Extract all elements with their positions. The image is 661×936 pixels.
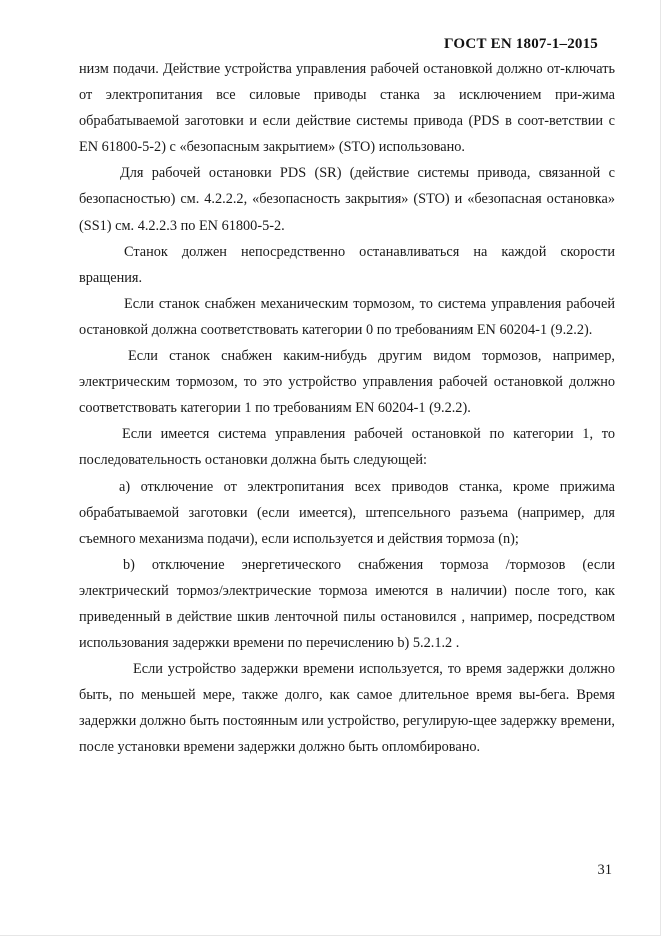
- paragraph-pds-stop: Для рабочей остановки PDS (SR) (действие системы привода, связанной с безопасностью) см. 4.2.2.2, «безопасность закрытия» (STO) и «безопасная остановка» (SS1) см. 4.2.2.3 по EN 61800-5-2.: [79, 165, 615, 234]
- document-body: [79, 56, 615, 761]
- list-item-a: а) отключение от электропитания всех приводов станка, кроме прижима обрабатываемой заготовки (если имеется), штепсельного разъема (например, для съемного механизма подачи), если используется и действия тормоза (n);: [79, 478, 615, 547]
- page-number: 31: [597, 862, 612, 878]
- list-item-b: b) отключение энергетического снабжения тормоза /тормозов (если электрический тормоз/электрические тормоза имеются в наличии) после того, как приведенный в действие шкив ленточной пилы остановился , например, посредством использования задержки времени по перечислению b) 5.2.1.2 .: [79, 556, 615, 652]
- paragraph-stop-sequence: Если имеется система управления рабочей остановкой по категории 1, то последовательность остановки должна быть следующей:: [79, 426, 615, 469]
- paragraph-other-brake: Если станок снабжен каким-нибудь другим видом тормозов, например, электрическим тормозом, то это устройство управления рабочей остановкой должно соответствовать категории 1 по требованиям EN 60204-1 (9.2.2).: [79, 348, 615, 417]
- paragraph-mechanical-brake: Если станок снабжен механическим тормозом, то система управления рабочей остановкой должна соответствовать категории 0 по требованиям EN 60204-1 (9.2.2).: [79, 295, 615, 338]
- paragraph-time-delay: Если устройство задержки времени используется, то время задержки должно быть, по меньшей мере, также долго, как самое длительное время вы-бега. Время задержки должно быть постоянным или устройство, регулирую-щее задержку времени, после установки времени задержки должно быть опломбировано.: [79, 661, 615, 756]
- standard-code-header: ГОСТ EN 1807-1–2015: [444, 36, 598, 52]
- paragraph-direct-stop: Станок должен непосредственно останавливаться на каждой скорости вращения.: [79, 243, 615, 286]
- paragraph-continuation: низм подачи. Действие устройства управления рабочей остановкой должно от-ключать от электропитания все силовые приводы станка за исключением при-жима обрабатываемой заготовки и если действие системы привода (PDS в соот-ветствии с EN 61800-5-2) с «безопасным закрытием» (STO) использовано.: [79, 61, 615, 156]
